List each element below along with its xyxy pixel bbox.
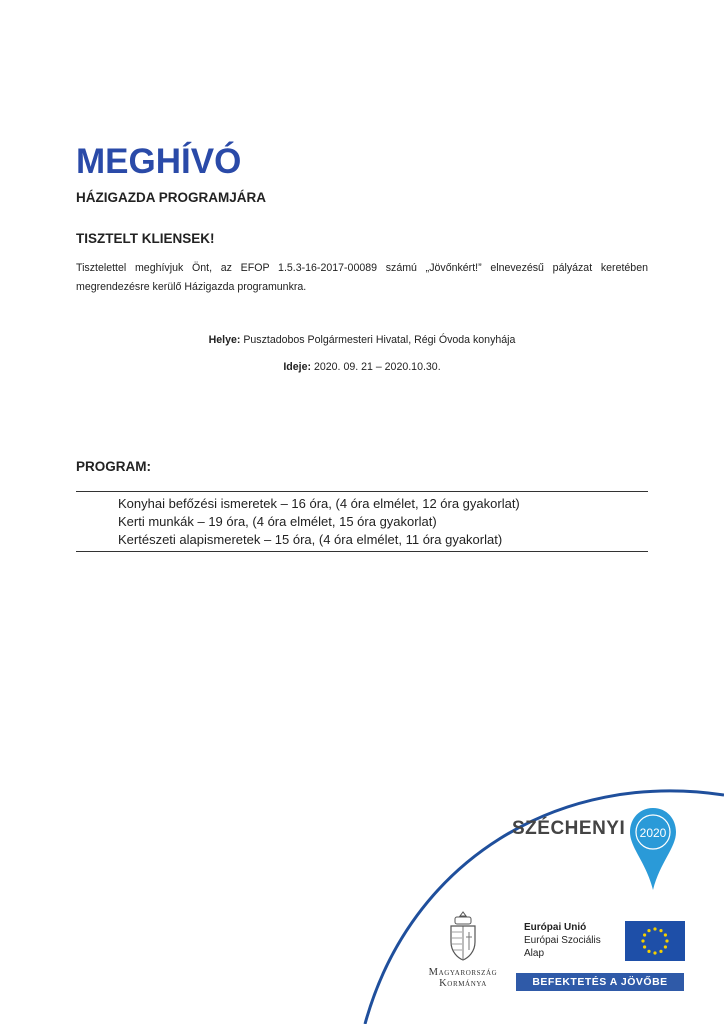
program-item: Kertészeti alapismeretek – 15 óra, (4 óra elmélet, 11 óra gyakorlat) <box>118 532 503 547</box>
gov-line-1: Magyarország <box>428 967 498 978</box>
hungarian-coat-of-arms-icon <box>446 910 480 962</box>
invest-in-future-banner: BEFEKTETÉS A JÖVŐBE <box>516 973 684 991</box>
szechenyi-year: 2020 <box>639 826 667 840</box>
szechenyi-pin-icon <box>628 804 678 894</box>
date-label: Ideje: <box>283 361 312 373</box>
page-title: MEGHÍVÓ <box>76 142 242 181</box>
eu-line-2: Európai Szociális <box>524 935 601 946</box>
page-subtitle: HÁZIGAZDA PROGRAMJÁRA <box>76 190 266 205</box>
greeting: TISZTELT KLIENSEK! <box>76 231 215 246</box>
eu-line-3: Alap <box>524 948 545 959</box>
program-item: Konyhai befőzési ismeretek – 16 óra, (4 óra elmélet, 12 óra gyakorlat) <box>118 496 520 511</box>
invitation-body: Tisztelettel meghívjuk Önt, az EFOP 1.5.3-16-2017-00089 számú „Jövőnkért!” elnevezésű pályázat keretében megrendezésre kerülő Házigazda programunkra. <box>76 262 648 293</box>
eu-line-1: Európai Unió <box>524 922 587 933</box>
szechenyi-logo-text: SZÉCHENYI <box>512 818 626 839</box>
program-item: Kerti munkák – 19 óra, (4 óra elmélet, 15 óra gyakorlat) <box>118 514 437 529</box>
gov-line-2: Kormánya <box>439 978 487 989</box>
place-value: Pusztadobos Polgármesteri Hivatal, Régi Óvoda konyhája <box>243 334 516 346</box>
eu-logo-text <box>524 921 601 960</box>
hungarian-government-logo-text <box>418 967 508 989</box>
place-label: Helye: <box>208 334 241 346</box>
eu-flag-icon <box>625 921 685 961</box>
date-value: 2020. 09. 21 – 2020.10.30. <box>313 361 441 373</box>
program-heading: PROGRAM: <box>76 459 151 474</box>
